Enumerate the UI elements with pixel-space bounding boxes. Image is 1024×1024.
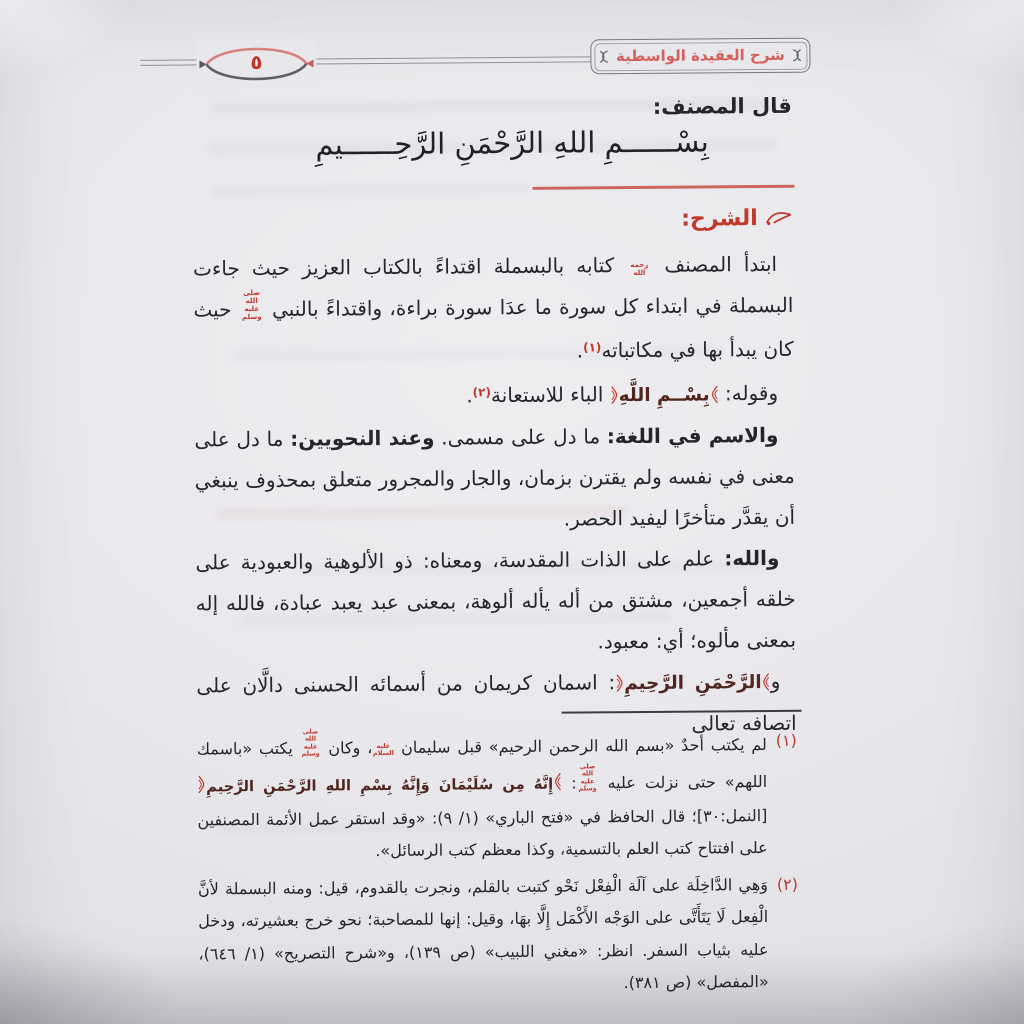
text-run: وعند النحويين: — [290, 425, 435, 451]
honorific-mark: عليه السلام — [372, 741, 394, 758]
quran-quote — [615, 669, 771, 694]
section-heading: الشرح: — [681, 206, 758, 232]
text-run: حيث كان يبدأ بها في مكاتباته — [193, 297, 794, 363]
text-run: وَهِي الدَّاخِلَة على آلَة الْفِعْل نَحْو كتبت بالقلم، ونجرت بالقدوم، قيل: ومنه البسملة لأنَّ الْفِعل لَا يَتَأَتَّى على الوَجْه الأَكْمَل إِلَّا بهَا، وقيل: إنها للمصاحبة؛ نحو خرج بعشيرته، ودخل عليه بثياب السفر. انظر: «مغني اللبيب» (ص ١٣٩)، و«شرح التصريح» (١/ ٦٤٦)، «المفصل» (ص ٣٨١). — [197, 874, 769, 993]
red-divider-rule — [532, 185, 794, 190]
running-head-title-box — [590, 38, 810, 75]
page-number-ornament — [196, 40, 316, 89]
footnotes-block — [197, 725, 799, 1004]
honorific-mark: صلى الله عليه وسلم — [301, 727, 320, 759]
quran-verse-text: إِنَّهُ مِن سُلَيْمَانَ وَإِنَّهُ بِسْمِ اللهِ الرَّحْمَنِ الرَّحِيمِ — [206, 775, 554, 796]
footnote-text — [198, 875, 769, 993]
text-run: . — [576, 338, 584, 363]
running-head-title: شرح العقيدة الواسطية — [615, 45, 785, 66]
text-run: يكتب «باسمك اللهم» حتى نزلت عليه — [196, 739, 768, 793]
footnote-number: (٢) — [776, 874, 799, 894]
text-run: . — [466, 383, 473, 408]
text-run: وقوله: — [718, 381, 779, 406]
text-run: ما دل على معنى في نفسه ولم يقترن بزمان، والجار والمجرور متعلق بمحذوف ينبغي أن يقدَّر متأخرًا ليفيد الحصر. — [194, 426, 796, 531]
footnote-2 — [198, 869, 799, 1004]
footnote-ref: (١) — [583, 340, 602, 355]
honorific-mark: صلى الله عليه وسلم — [241, 288, 262, 322]
sharh-ornament-icon — [765, 210, 793, 227]
author-said-line: قال المصنف: — [652, 93, 792, 119]
body-paragraph — [193, 244, 794, 375]
body-paragraph — [195, 538, 796, 666]
text-run: والاسم في اللغة: — [606, 423, 779, 449]
quran-bracket-close-icon — [616, 673, 623, 693]
quran-bracket-close-icon — [611, 385, 618, 405]
text-run: و — [770, 669, 781, 694]
quran-bracket-open-icon — [711, 385, 718, 405]
text-run: لم يكتب أحدٌ «بسم الله الرحمن الرحيم» قبل سليمان — [394, 735, 767, 758]
section-heading-row — [681, 206, 793, 232]
text-run: : اسمان كريمان من أسمائه الحسنى دالَّان على اتصافه تعالى — [196, 670, 797, 736]
title-ornament-icon — [597, 48, 610, 65]
text-run: والله: — [724, 546, 780, 571]
quran-bracket-open-icon — [554, 772, 561, 792]
text-run: الباء للاستعانة — [490, 382, 610, 408]
footnote-number: (١) — [775, 730, 797, 750]
body-paragraph — [194, 415, 795, 543]
body-text-block — [193, 244, 797, 749]
text-run: [النمل:٣٠]؛ قال الحافظ في «فتح الباري» (١/ ٩): «وقد استقر عمل الأئمة المصنفين على افتتاح كتب العلم بالتسمية، وكذا معظم كتب الرسائل». — [197, 805, 768, 861]
footnote-text — [196, 727, 768, 861]
title-ornament-icon — [790, 47, 803, 64]
text-run: علم على الذات المقدسة، ومعناه: ذو الألوهية والعبودية على خلقه أجمعين، مشتق من أله يأله ألوهة، بمعنى عبد يعبد عبادة، فالله إله بمعنى مألوه؛ أي: معبود. — [195, 546, 797, 654]
body-paragraph — [194, 370, 794, 420]
honorific-mark: رحمه الله — [630, 260, 649, 278]
bleed-through-ghost — [209, 183, 529, 198]
basmala-calligraphy: بِسْــــــمِ اللهِ الرَّحْمَنِ الرَّحِــــــيمِ — [315, 124, 709, 162]
quran-quote — [197, 774, 562, 796]
quran-bracket-close-icon — [198, 775, 205, 795]
text-run: : — [562, 773, 577, 793]
text-run: ، وكان — [321, 738, 373, 758]
footnote-1 — [197, 725, 798, 870]
honorific-mark: صلى الله عليه وسلم — [578, 762, 597, 793]
quran-bracket-open-icon — [763, 672, 770, 692]
text-run: كتابه بالبسملة اقتداءً بالكتاب العزيز حيث جاءت البسملة في ابتداء كل سورة ما عدَا سورة براءة، واقتداءً بالنبي — [192, 253, 794, 322]
quran-verse-text: الرَّحْمَنِ الرَّحِيمِ — [624, 672, 762, 695]
quran-quote — [610, 382, 719, 407]
footnote-ref: (٢) — [472, 385, 492, 400]
quran-verse-text: بِسْــمِ اللَّهِ — [618, 384, 710, 407]
text-run: ابتدأ المصنف — [652, 251, 778, 277]
text-run: ما دل على مسمى. — [434, 424, 607, 450]
page-number: ٥ — [250, 49, 263, 75]
